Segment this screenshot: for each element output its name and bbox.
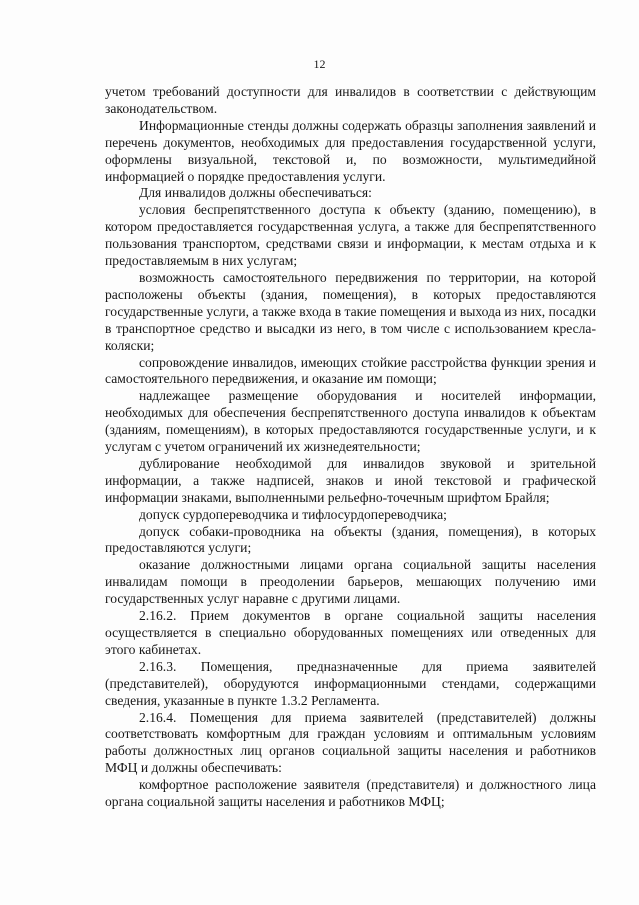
paragraph-interpreter: допуск сурдопереводчика и тифлосурдопереводчика; [139, 506, 447, 522]
paragraph-2-16-2: 2.16.2. Прием документов в органе социальной защиты населения осуществляется в специально оборудованных помещениях или отведенных для этого кабинетах. [105, 608, 596, 657]
paragraph-escort: сопровождение инвалидов, имеющих стойкие расстройства функции зрения и самостоятельного передвижения, и оказание им помощи; [105, 354, 596, 387]
paragraph-equipment: надлежащее размещение оборудования и носителей информации, необходимых для обеспечения беспрепятственного доступа инвалидов к объектам (зданиям, помещениям), в которых предоставляются государственные услуги, и к услугам с учетом ограничений их жизнедеятельности; [105, 388, 596, 455]
paragraph-access-conditions: условия беспрепятственного доступа к объекту (зданию, помещению), в котором предоставляется государственная услуга, а также для беспрепятственного пользования транспортом, средствами связи и информации, к местам отдыха и к предоставляемым в них услугам; [105, 202, 596, 269]
paragraph-2-16-4: 2.16.4. Помещения для приема заявителей (представителей) должны соответствовать комфортным для граждан условиям и оптимальным условиям работы должностных лиц органов социальной защиты населения и работников МФЦ и должны обеспечивать: [105, 709, 596, 776]
paragraph-comfort: комфортное расположение заявителя (представителя) и должностного лица органа социальной защиты населения и работников МФЦ; [105, 777, 596, 810]
body-text [105, 84, 596, 811]
paragraph-braille: дублирование необходимой для инвалидов звуковой и зрительной информации, а также надписей, знаков и иной текстовой и графической информации знаками, выполненными рельефно-точечным шрифтом Брайля; [105, 455, 596, 505]
paragraph-info-stands: Информационные стенды должны содержать образцы заполнения заявлений и перечень документов, необходимых для предоставления государственной услуги, оформлены визуальной, текстовой и, по возможности, мультимедийной информацией о порядке предоставления услуги. [105, 117, 596, 184]
paragraph-movement: возможность самостоятельного передвижения по территории, на которой расположены объекты (здания, помещения), в которых предоставляются государственные услуги, а также входа в такие помещения и выхода из них, посадки в транспортное средство и высадки из него, в том числе с использованием кресла-коляски; [105, 269, 597, 353]
paragraph-2-16-3: 2.16.3. Помещения, предназначенные для приема заявителей (представителей), оборудуются информационными стендами, содержащими сведения, указанные в пункте 1.3.2 Регламента. [105, 658, 596, 708]
paragraph-guide-dog: допуск собаки-проводника на объекты (здания, помещения), в которых предоставляются услуги; [105, 523, 596, 556]
page-number: 12 [313, 57, 326, 71]
paragraph-disabled-intro: Для инвалидов должны обеспечиваться: [139, 185, 372, 201]
paragraph-continuation: учетом требований доступности для инвалидов в соответствии с действующим законодательством. [105, 84, 596, 116]
paragraph-assistance: оказание должностными лицами органа социальной защиты населения инвалидам помощи в преодолении барьеров, мешающих получению ими государственных услуг наравне с другими лицами. [105, 557, 596, 607]
